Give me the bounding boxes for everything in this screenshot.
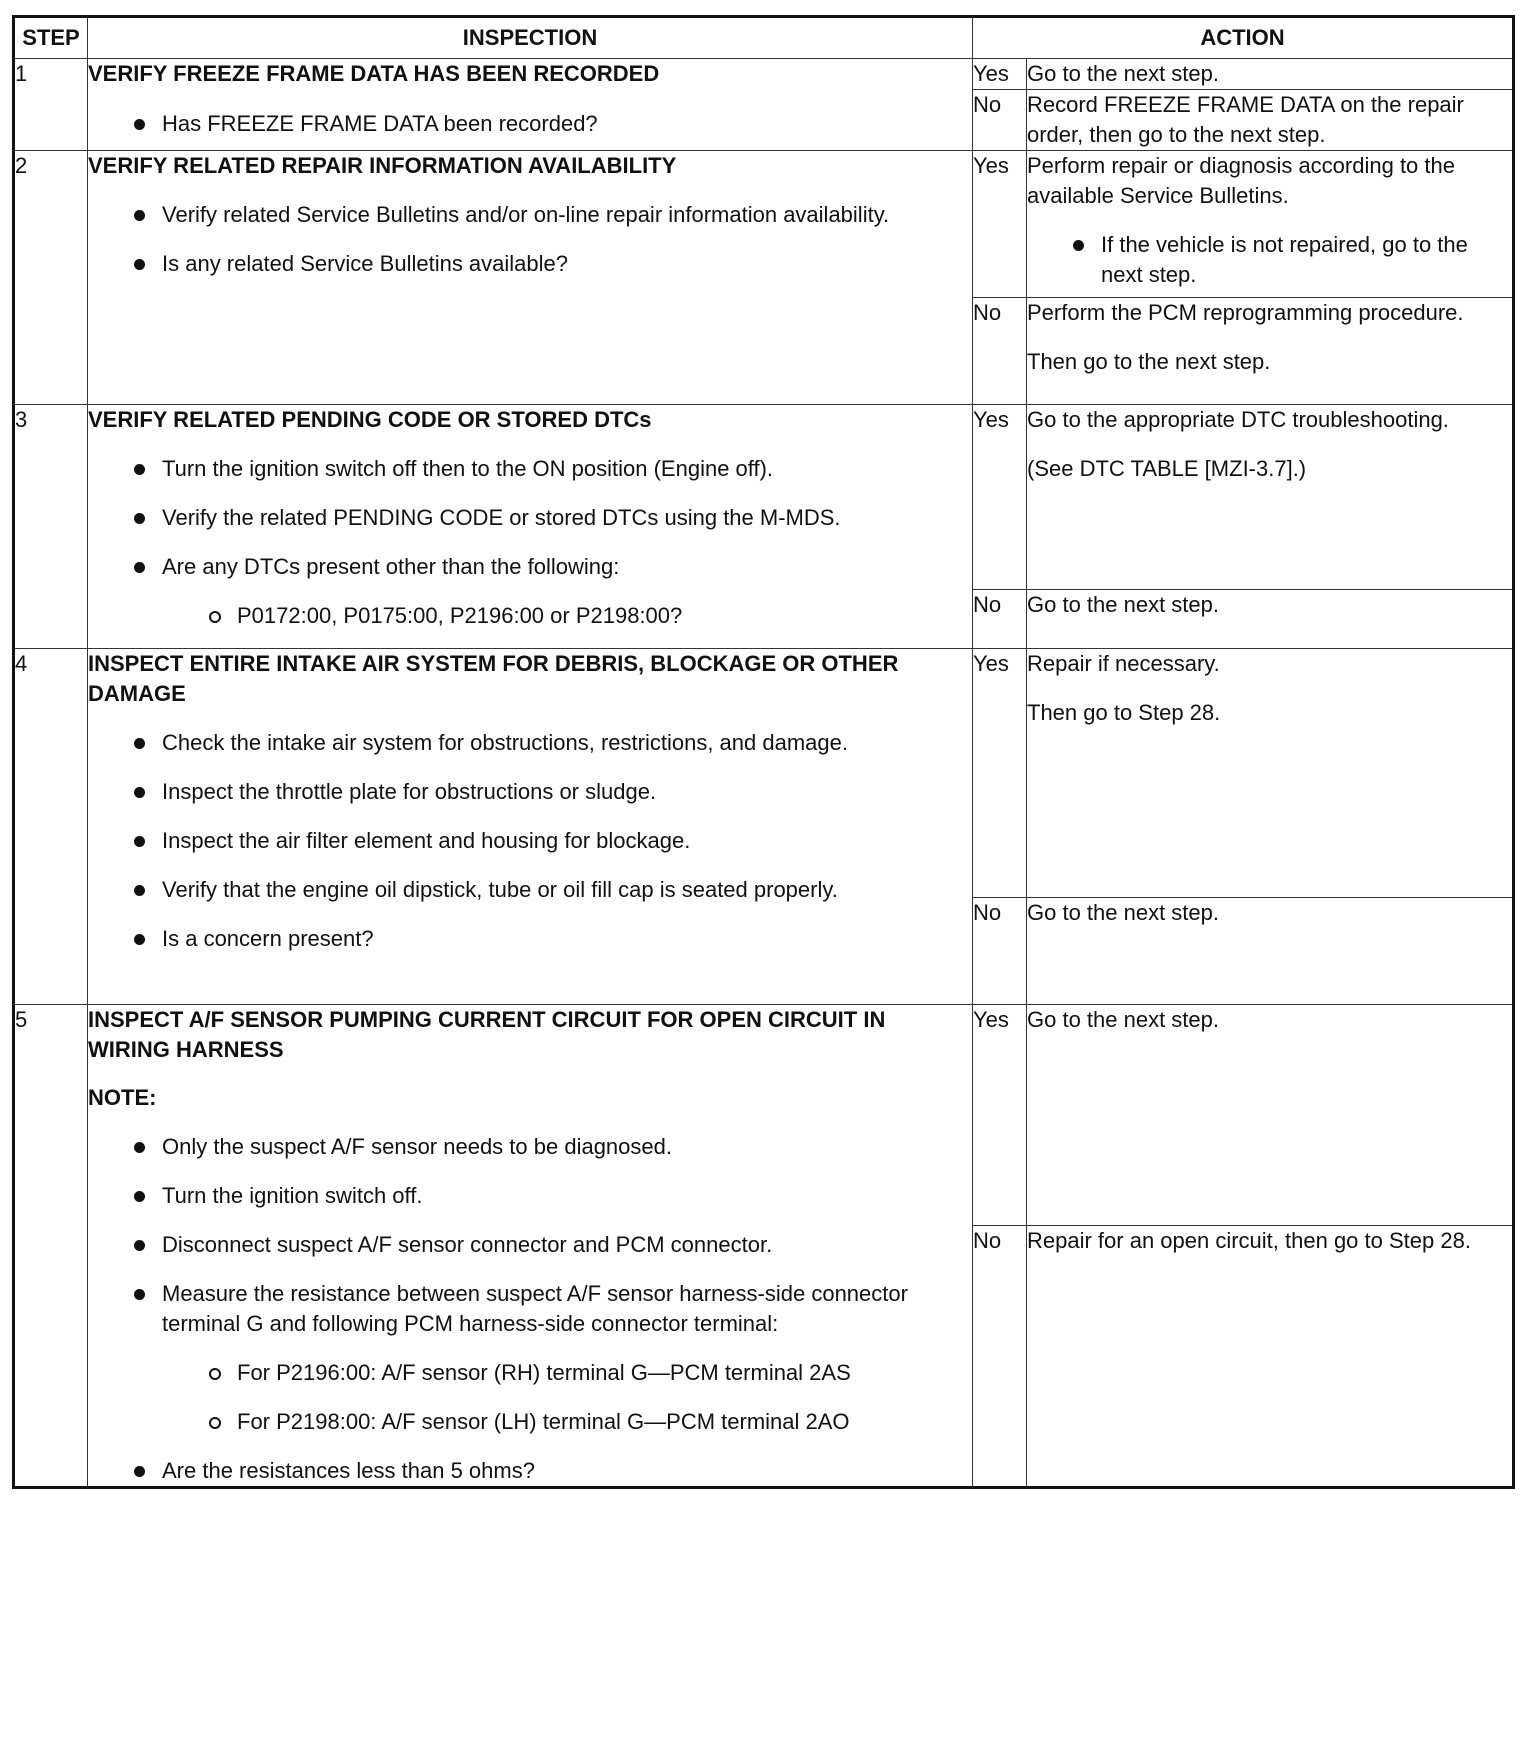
step-title: VERIFY RELATED REPAIR INFORMATION AVAILABILITY <box>88 153 677 178</box>
inspection-bullet: Inspect the air filter element and housing for blockage. <box>88 826 972 856</box>
yes-action <box>1027 59 1514 90</box>
note-label: NOTE: <box>88 1085 157 1110</box>
inspection-bullet: Turn the ignition switch off then to the ON position (Engine off). <box>88 454 972 484</box>
action-text: Repair for an open circuit, then go to Step 28. <box>1027 1228 1471 1253</box>
yes-action <box>1027 151 1514 298</box>
step-title: INSPECT A/F SENSOR PUMPING CURRENT CIRCUIT FOR OPEN CIRCUIT IN WIRING HARNESS <box>88 1007 886 1062</box>
action-text: Then go to the next step. <box>1027 349 1271 374</box>
inspection-subbullets <box>88 1358 972 1437</box>
step-1-yes-row <box>14 59 1514 90</box>
action-text: (See DTC TABLE [MZI-3.7].) <box>1027 456 1307 481</box>
no-action <box>1027 298 1514 405</box>
action-text: Go to the next step. <box>1027 592 1220 617</box>
inspection-subbullets <box>88 601 972 631</box>
action-bullet: If the vehicle is not repaired, go to the next step. <box>1027 230 1512 290</box>
no-action <box>1027 90 1514 151</box>
action-text: Go to the appropriate DTC troubleshooting. <box>1027 407 1449 432</box>
header-step: STEP <box>14 17 88 59</box>
action-text: Record FREEZE FRAME DATA on the repair order, then go to the next step. <box>1027 92 1464 147</box>
inspection-bullet: Only the suspect A/F sensor needs to be diagnosed. <box>88 1132 972 1162</box>
step-number: 4 <box>14 649 88 1005</box>
no-label: No <box>973 298 1027 405</box>
action-bullets <box>1027 230 1512 290</box>
step-4-inspection <box>88 649 973 1005</box>
diagnostic-procedure-table <box>12 15 1515 1489</box>
yes-label: Yes <box>973 59 1027 90</box>
inspection-bullets-final <box>88 1456 972 1486</box>
step-title: VERIFY RELATED PENDING CODE OR STORED DTCs <box>88 407 652 432</box>
inspection-bullet: Verify the related PENDING CODE or stored DTCs using the M-MDS. <box>88 503 972 533</box>
no-label: No <box>973 590 1027 649</box>
inspection-bullets <box>88 109 972 139</box>
inspection-bullet: Measure the resistance between suspect A/F sensor harness-side connector terminal G and following PCM harness-side connector terminal: <box>88 1279 972 1339</box>
no-action <box>1027 1226 1514 1488</box>
action-text: Go to the next step. <box>1027 900 1220 925</box>
no-action <box>1027 590 1514 649</box>
inspection-bullet: Are the resistances less than 5 ohms? <box>88 1456 972 1486</box>
step-number: 5 <box>14 1005 88 1488</box>
step-4-yes-row <box>14 649 1514 898</box>
step-2-inspection <box>88 151 973 405</box>
inspection-subbullet: P0172:00, P0175:00, P2196:00 or P2198:00? <box>88 601 972 631</box>
inspection-bullets <box>88 1132 972 1339</box>
yes-action <box>1027 405 1514 590</box>
action-text: Perform repair or diagnosis according to the available Service Bulletins. <box>1027 153 1455 208</box>
step-number: 3 <box>14 405 88 649</box>
no-action <box>1027 898 1514 1005</box>
header-action: ACTION <box>973 17 1514 59</box>
yes-label: Yes <box>973 1005 1027 1226</box>
no-label: No <box>973 1226 1027 1488</box>
yes-action <box>1027 649 1514 898</box>
step-1-inspection <box>88 59 973 151</box>
inspection-bullet: Are any DTCs present other than the following: <box>88 552 972 582</box>
action-text: Go to the next step. <box>1027 61 1220 86</box>
step-number: 2 <box>14 151 88 405</box>
step-title: INSPECT ENTIRE INTAKE AIR SYSTEM FOR DEBRIS, BLOCKAGE OR OTHER DAMAGE <box>88 651 899 706</box>
yes-action <box>1027 1005 1514 1226</box>
header-inspection: INSPECTION <box>88 17 973 59</box>
no-label: No <box>973 898 1027 1005</box>
action-text: Go to the next step. <box>1027 1007 1220 1032</box>
action-text: Perform the PCM reprogramming procedure. <box>1027 300 1464 325</box>
inspection-bullet: Verify that the engine oil dipstick, tube or oil fill cap is seated properly. <box>88 875 972 905</box>
inspection-bullets <box>88 454 972 582</box>
action-text: Repair if necessary. <box>1027 651 1220 676</box>
step-5-yes-row <box>14 1005 1514 1226</box>
yes-label: Yes <box>973 151 1027 298</box>
inspection-bullet: Verify related Service Bulletins and/or on-line repair information availability. <box>88 200 972 230</box>
header-row <box>14 17 1514 59</box>
inspection-bullets <box>88 728 972 954</box>
inspection-subbullet: For P2196:00: A/F sensor (RH) terminal G—PCM terminal 2AS <box>88 1358 972 1388</box>
step-number: 1 <box>14 59 88 151</box>
inspection-bullet: Inspect the throttle plate for obstructions or sludge. <box>88 777 972 807</box>
inspection-bullet: Check the intake air system for obstructions, restrictions, and damage. <box>88 728 972 758</box>
step-5-inspection <box>88 1005 973 1488</box>
step-3-inspection <box>88 405 973 649</box>
action-text: Then go to Step 28. <box>1027 700 1221 725</box>
yes-label: Yes <box>973 649 1027 898</box>
inspection-bullet: Disconnect suspect A/F sensor connector and PCM connector. <box>88 1230 972 1260</box>
inspection-bullet: Turn the ignition switch off. <box>88 1181 972 1211</box>
no-label: No <box>973 90 1027 151</box>
inspection-subbullet: For P2198:00: A/F sensor (LH) terminal G—PCM terminal 2AO <box>88 1407 972 1437</box>
step-2-yes-row <box>14 151 1514 298</box>
inspection-bullets <box>88 200 972 279</box>
step-title: VERIFY FREEZE FRAME DATA HAS BEEN RECORDED <box>88 61 660 86</box>
yes-label: Yes <box>973 405 1027 590</box>
inspection-bullet: Has FREEZE FRAME DATA been recorded? <box>88 109 972 139</box>
inspection-bullet: Is any related Service Bulletins available? <box>88 249 972 279</box>
step-3-yes-row <box>14 405 1514 590</box>
inspection-bullet: Is a concern present? <box>88 924 972 954</box>
